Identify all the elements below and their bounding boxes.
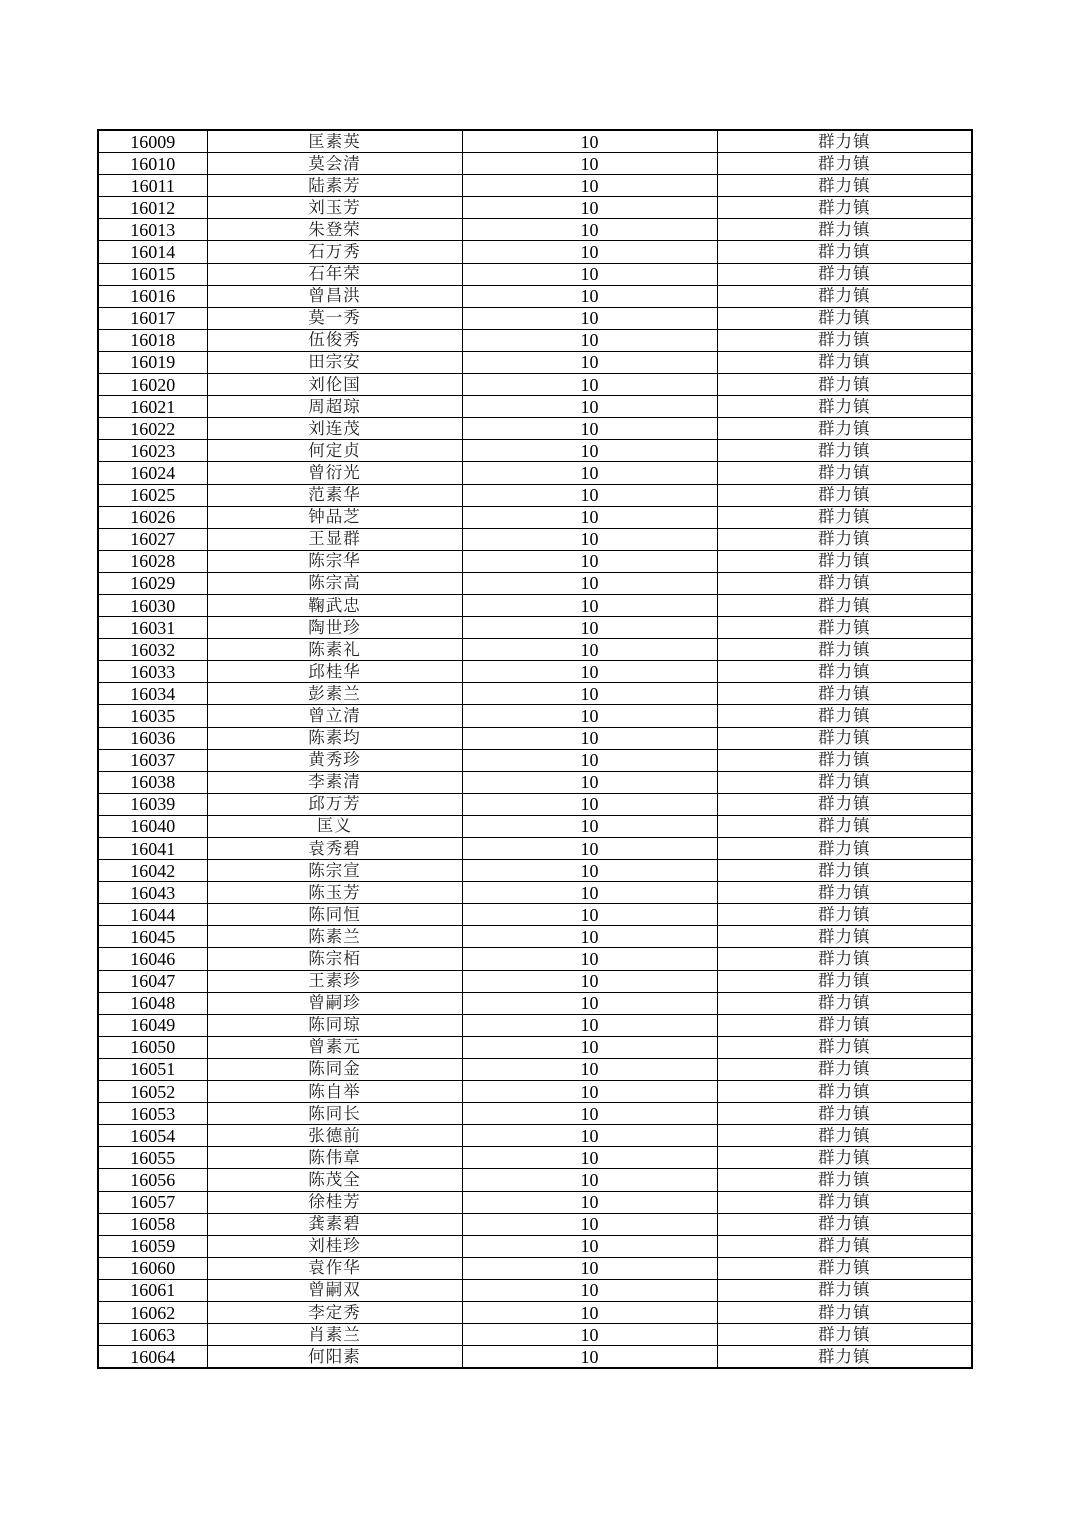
- table-row: [98, 793, 972, 815]
- table-row: [98, 241, 972, 263]
- table-row: [98, 418, 972, 440]
- cell-id: 16025: [98, 484, 207, 506]
- cell-amount: 10: [462, 130, 717, 153]
- cell-id: 16060: [98, 1257, 207, 1279]
- cell-town: 群力镇: [717, 1235, 972, 1257]
- cell-name: 莫会清: [207, 153, 462, 175]
- cell-amount: 10: [462, 307, 717, 329]
- table-row: [98, 1346, 972, 1369]
- cell-town: 群力镇: [717, 1014, 972, 1036]
- cell-id: 16042: [98, 860, 207, 882]
- cell-name: 刘桂珍: [207, 1235, 462, 1257]
- cell-amount: 10: [462, 175, 717, 197]
- cell-name: 邱桂华: [207, 661, 462, 683]
- table-row: [98, 1081, 972, 1103]
- cell-id: 16026: [98, 506, 207, 528]
- cell-amount: 10: [462, 1279, 717, 1301]
- table-row: [98, 528, 972, 550]
- cell-amount: 10: [462, 705, 717, 727]
- cell-town: 群力镇: [717, 727, 972, 749]
- table-row: [98, 462, 972, 484]
- cell-name: 李定秀: [207, 1301, 462, 1323]
- cell-id: 16015: [98, 263, 207, 285]
- cell-town: 群力镇: [717, 219, 972, 241]
- table-row: [98, 396, 972, 418]
- cell-name: 张德前: [207, 1125, 462, 1147]
- table-row: [98, 1257, 972, 1279]
- cell-town: 群力镇: [717, 1169, 972, 1191]
- cell-town: 群力镇: [717, 263, 972, 285]
- table-row: [98, 705, 972, 727]
- cell-town: 群力镇: [717, 130, 972, 153]
- table-row: [98, 594, 972, 616]
- cell-name: 石年荣: [207, 263, 462, 285]
- cell-name: 曾衍光: [207, 462, 462, 484]
- table-row: [98, 329, 972, 351]
- cell-name: 陈宗栢: [207, 948, 462, 970]
- cell-town: 群力镇: [717, 661, 972, 683]
- cell-amount: 10: [462, 639, 717, 661]
- cell-name: 陈茂全: [207, 1169, 462, 1191]
- cell-name: 陈同琼: [207, 1014, 462, 1036]
- cell-town: 群力镇: [717, 175, 972, 197]
- cell-id: 16044: [98, 904, 207, 926]
- cell-id: 16038: [98, 771, 207, 793]
- cell-id: 16034: [98, 683, 207, 705]
- cell-town: 群力镇: [717, 1058, 972, 1080]
- cell-id: 16020: [98, 374, 207, 396]
- cell-name: 钟品芝: [207, 506, 462, 528]
- cell-amount: 10: [462, 904, 717, 926]
- cell-town: 群力镇: [717, 396, 972, 418]
- table-row: [98, 661, 972, 683]
- cell-id: 16041: [98, 838, 207, 860]
- cell-town: 群力镇: [717, 838, 972, 860]
- cell-amount: 10: [462, 948, 717, 970]
- cell-town: 群力镇: [717, 926, 972, 948]
- cell-amount: 10: [462, 838, 717, 860]
- cell-amount: 10: [462, 617, 717, 639]
- cell-town: 群力镇: [717, 992, 972, 1014]
- cell-name: 王显群: [207, 528, 462, 550]
- table-row: [98, 926, 972, 948]
- cell-name: 陈素礼: [207, 639, 462, 661]
- cell-town: 群力镇: [717, 440, 972, 462]
- cell-amount: 10: [462, 683, 717, 705]
- cell-amount: 10: [462, 528, 717, 550]
- cell-id: 16059: [98, 1235, 207, 1257]
- table-row: [98, 639, 972, 661]
- cell-amount: 10: [462, 263, 717, 285]
- cell-town: 群力镇: [717, 904, 972, 926]
- cell-town: 群力镇: [717, 153, 972, 175]
- cell-amount: 10: [462, 1014, 717, 1036]
- cell-amount: 10: [462, 815, 717, 837]
- cell-name: 陶世珍: [207, 617, 462, 639]
- cell-town: 群力镇: [717, 705, 972, 727]
- cell-name: 莫一秀: [207, 307, 462, 329]
- cell-id: 16035: [98, 705, 207, 727]
- cell-town: 群力镇: [717, 1324, 972, 1346]
- table-row: [98, 153, 972, 175]
- cell-town: 群力镇: [717, 484, 972, 506]
- cell-amount: 10: [462, 396, 717, 418]
- table-row: [98, 1279, 972, 1301]
- cell-id: 16028: [98, 550, 207, 572]
- cell-name: 曾嗣珍: [207, 992, 462, 1014]
- table-row: [98, 197, 972, 219]
- table-row: [98, 970, 972, 992]
- cell-name: 邱万芳: [207, 793, 462, 815]
- cell-name: 彭素兰: [207, 683, 462, 705]
- cell-amount: 10: [462, 418, 717, 440]
- cell-name: 石万秀: [207, 241, 462, 263]
- table-row: [98, 860, 972, 882]
- table-row: [98, 815, 972, 837]
- roster-table: [97, 129, 973, 1369]
- cell-amount: 10: [462, 1036, 717, 1058]
- cell-name: 陈宗高: [207, 572, 462, 594]
- cell-name: 范素华: [207, 484, 462, 506]
- cell-amount: 10: [462, 970, 717, 992]
- table-row: [98, 948, 972, 970]
- cell-town: 群力镇: [717, 197, 972, 219]
- cell-id: 16048: [98, 992, 207, 1014]
- cell-name: 何定贞: [207, 440, 462, 462]
- table-row: [98, 440, 972, 462]
- table-row: [98, 617, 972, 639]
- cell-town: 群力镇: [717, 1147, 972, 1169]
- cell-name: 陈素均: [207, 727, 462, 749]
- cell-amount: 10: [462, 153, 717, 175]
- cell-town: 群力镇: [717, 1213, 972, 1235]
- cell-amount: 10: [462, 197, 717, 219]
- cell-town: 群力镇: [717, 617, 972, 639]
- cell-id: 16046: [98, 948, 207, 970]
- cell-name: 匡素英: [207, 130, 462, 153]
- cell-town: 群力镇: [717, 1279, 972, 1301]
- cell-id: 16051: [98, 1058, 207, 1080]
- cell-amount: 10: [462, 1191, 717, 1213]
- cell-town: 群力镇: [717, 329, 972, 351]
- cell-name: 龚素碧: [207, 1213, 462, 1235]
- table-row: [98, 374, 972, 396]
- cell-name: 徐桂芳: [207, 1191, 462, 1213]
- table-row: [98, 1301, 972, 1323]
- cell-id: 16052: [98, 1081, 207, 1103]
- cell-name: 陈宗华: [207, 550, 462, 572]
- table-row: [98, 1103, 972, 1125]
- cell-town: 群力镇: [717, 1191, 972, 1213]
- cell-town: 群力镇: [717, 1125, 972, 1147]
- cell-name: 陈宗宣: [207, 860, 462, 882]
- cell-amount: 10: [462, 727, 717, 749]
- roster-table-body: [98, 130, 972, 1368]
- cell-town: 群力镇: [717, 351, 972, 373]
- cell-town: 群力镇: [717, 639, 972, 661]
- cell-town: 群力镇: [717, 418, 972, 440]
- cell-id: 16037: [98, 749, 207, 771]
- cell-name: 袁作华: [207, 1257, 462, 1279]
- cell-id: 16027: [98, 528, 207, 550]
- cell-id: 16022: [98, 418, 207, 440]
- cell-name: 刘连茂: [207, 418, 462, 440]
- cell-amount: 10: [462, 661, 717, 683]
- table-row: [98, 263, 972, 285]
- cell-name: 何阳素: [207, 1346, 462, 1369]
- table-row: [98, 506, 972, 528]
- cell-amount: 10: [462, 1257, 717, 1279]
- cell-amount: 10: [462, 1213, 717, 1235]
- table-row: [98, 1235, 972, 1257]
- cell-id: 16045: [98, 926, 207, 948]
- cell-town: 群力镇: [717, 860, 972, 882]
- cell-id: 16016: [98, 285, 207, 307]
- table-row: [98, 1169, 972, 1191]
- cell-amount: 10: [462, 1103, 717, 1125]
- table-row: [98, 882, 972, 904]
- cell-town: 群力镇: [717, 572, 972, 594]
- table-row: [98, 484, 972, 506]
- cell-id: 16010: [98, 153, 207, 175]
- table-row: [98, 572, 972, 594]
- cell-name: 陈玉芳: [207, 882, 462, 904]
- table-row: [98, 683, 972, 705]
- table-row: [98, 1014, 972, 1036]
- cell-name: 鞠武忠: [207, 594, 462, 616]
- table-row: [98, 307, 972, 329]
- cell-name: 陈素兰: [207, 926, 462, 948]
- cell-id: 16029: [98, 572, 207, 594]
- cell-name: 袁秀碧: [207, 838, 462, 860]
- cell-name: 刘伦国: [207, 374, 462, 396]
- cell-town: 群力镇: [717, 1036, 972, 1058]
- cell-id: 16064: [98, 1346, 207, 1369]
- cell-town: 群力镇: [717, 462, 972, 484]
- cell-amount: 10: [462, 329, 717, 351]
- cell-amount: 10: [462, 1235, 717, 1257]
- table-row: [98, 1324, 972, 1346]
- cell-id: 16017: [98, 307, 207, 329]
- cell-name: 陈同长: [207, 1103, 462, 1125]
- cell-id: 16061: [98, 1279, 207, 1301]
- cell-amount: 10: [462, 351, 717, 373]
- cell-town: 群力镇: [717, 1346, 972, 1369]
- table-row: [98, 904, 972, 926]
- cell-id: 16049: [98, 1014, 207, 1036]
- cell-town: 群力镇: [717, 970, 972, 992]
- cell-town: 群力镇: [717, 948, 972, 970]
- cell-id: 16030: [98, 594, 207, 616]
- cell-name: 陈伟章: [207, 1147, 462, 1169]
- cell-town: 群力镇: [717, 749, 972, 771]
- table-row: [98, 219, 972, 241]
- table-row: [98, 1191, 972, 1213]
- cell-name: 田宗安: [207, 351, 462, 373]
- cell-id: 16032: [98, 639, 207, 661]
- cell-amount: 10: [462, 440, 717, 462]
- cell-name: 陈同金: [207, 1058, 462, 1080]
- cell-amount: 10: [462, 462, 717, 484]
- cell-id: 16018: [98, 329, 207, 351]
- cell-id: 16054: [98, 1125, 207, 1147]
- cell-name: 朱登荣: [207, 219, 462, 241]
- cell-town: 群力镇: [717, 528, 972, 550]
- table-row: [98, 838, 972, 860]
- cell-id: 16033: [98, 661, 207, 683]
- cell-id: 16056: [98, 1169, 207, 1191]
- table-row: [98, 749, 972, 771]
- cell-amount: 10: [462, 1125, 717, 1147]
- cell-amount: 10: [462, 219, 717, 241]
- cell-amount: 10: [462, 594, 717, 616]
- table-row: [98, 1147, 972, 1169]
- cell-id: 16011: [98, 175, 207, 197]
- cell-id: 16053: [98, 1103, 207, 1125]
- cell-name: 周超琼: [207, 396, 462, 418]
- cell-town: 群力镇: [717, 506, 972, 528]
- cell-town: 群力镇: [717, 550, 972, 572]
- cell-name: 刘玉芳: [207, 197, 462, 219]
- cell-id: 16012: [98, 197, 207, 219]
- cell-id: 16043: [98, 882, 207, 904]
- cell-name: 陈同恒: [207, 904, 462, 926]
- table-row: [98, 285, 972, 307]
- cell-town: 群力镇: [717, 307, 972, 329]
- cell-town: 群力镇: [717, 683, 972, 705]
- cell-name: 曾嗣双: [207, 1279, 462, 1301]
- table-row: [98, 130, 972, 153]
- cell-id: 16009: [98, 130, 207, 153]
- cell-amount: 10: [462, 793, 717, 815]
- cell-town: 群力镇: [717, 285, 972, 307]
- cell-name: 黄秀珍: [207, 749, 462, 771]
- table-row: [98, 1125, 972, 1147]
- cell-amount: 10: [462, 749, 717, 771]
- cell-amount: 10: [462, 1058, 717, 1080]
- cell-id: 16013: [98, 219, 207, 241]
- cell-name: 曾素元: [207, 1036, 462, 1058]
- cell-town: 群力镇: [717, 241, 972, 263]
- cell-town: 群力镇: [717, 882, 972, 904]
- cell-id: 16062: [98, 1301, 207, 1323]
- cell-town: 群力镇: [717, 1257, 972, 1279]
- table-row: [98, 1213, 972, 1235]
- cell-id: 16063: [98, 1324, 207, 1346]
- cell-amount: 10: [462, 241, 717, 263]
- cell-name: 伍俊秀: [207, 329, 462, 351]
- cell-name: 陆素芳: [207, 175, 462, 197]
- cell-id: 16023: [98, 440, 207, 462]
- cell-amount: 10: [462, 1147, 717, 1169]
- table-row: [98, 550, 972, 572]
- cell-amount: 10: [462, 1301, 717, 1323]
- cell-town: 群力镇: [717, 594, 972, 616]
- cell-amount: 10: [462, 1346, 717, 1369]
- table-row: [98, 992, 972, 1014]
- cell-id: 16024: [98, 462, 207, 484]
- table-row: [98, 771, 972, 793]
- table-row: [98, 351, 972, 373]
- cell-amount: 10: [462, 1169, 717, 1191]
- table-row: [98, 175, 972, 197]
- cell-amount: 10: [462, 506, 717, 528]
- cell-name: 匡义: [207, 815, 462, 837]
- cell-name: 肖素兰: [207, 1324, 462, 1346]
- cell-id: 16039: [98, 793, 207, 815]
- cell-town: 群力镇: [717, 1301, 972, 1323]
- cell-name: 曾昌洪: [207, 285, 462, 307]
- cell-id: 16055: [98, 1147, 207, 1169]
- cell-id: 16058: [98, 1213, 207, 1235]
- table-row: [98, 1058, 972, 1080]
- cell-amount: 10: [462, 484, 717, 506]
- cell-amount: 10: [462, 882, 717, 904]
- cell-town: 群力镇: [717, 793, 972, 815]
- cell-town: 群力镇: [717, 374, 972, 396]
- cell-id: 16014: [98, 241, 207, 263]
- cell-name: 王素珍: [207, 970, 462, 992]
- cell-id: 16036: [98, 727, 207, 749]
- table-row: [98, 1036, 972, 1058]
- cell-amount: 10: [462, 1081, 717, 1103]
- cell-town: 群力镇: [717, 1081, 972, 1103]
- cell-id: 16040: [98, 815, 207, 837]
- cell-id: 16050: [98, 1036, 207, 1058]
- cell-town: 群力镇: [717, 815, 972, 837]
- cell-id: 16057: [98, 1191, 207, 1213]
- cell-amount: 10: [462, 374, 717, 396]
- cell-id: 16047: [98, 970, 207, 992]
- cell-amount: 10: [462, 860, 717, 882]
- cell-amount: 10: [462, 550, 717, 572]
- cell-amount: 10: [462, 1324, 717, 1346]
- cell-town: 群力镇: [717, 771, 972, 793]
- cell-amount: 10: [462, 926, 717, 948]
- table-row: [98, 727, 972, 749]
- cell-amount: 10: [462, 572, 717, 594]
- cell-name: 李素清: [207, 771, 462, 793]
- cell-id: 16031: [98, 617, 207, 639]
- cell-name: 陈自举: [207, 1081, 462, 1103]
- cell-town: 群力镇: [717, 1103, 972, 1125]
- cell-id: 16019: [98, 351, 207, 373]
- cell-amount: 10: [462, 771, 717, 793]
- cell-name: 曾立清: [207, 705, 462, 727]
- cell-amount: 10: [462, 285, 717, 307]
- cell-amount: 10: [462, 992, 717, 1014]
- cell-id: 16021: [98, 396, 207, 418]
